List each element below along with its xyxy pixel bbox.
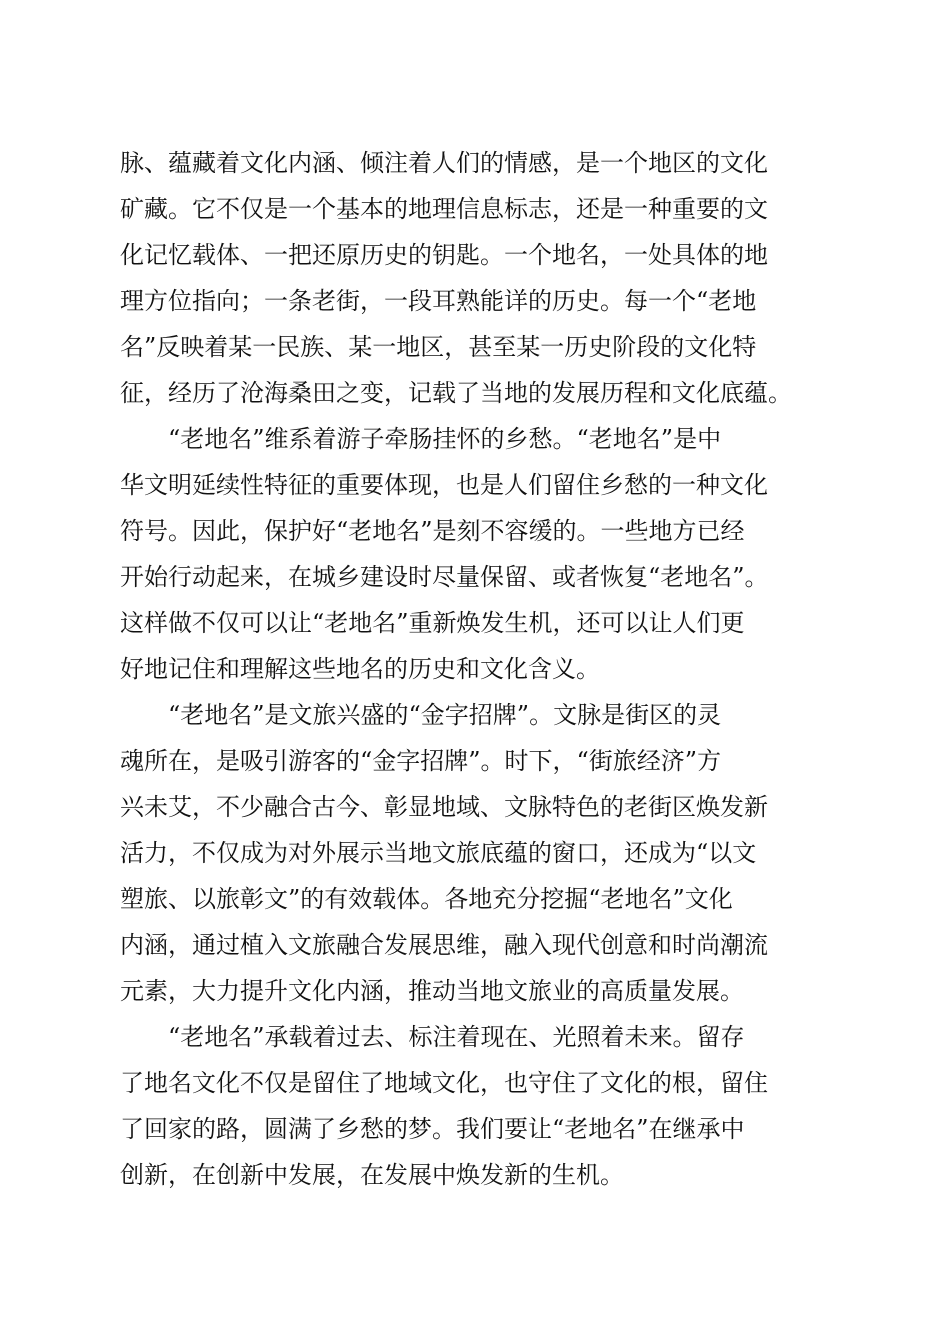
paragraph-4-line-4: 创新，在创新中发展，在发展中焕发新的生机。: [120, 1161, 624, 1189]
paragraph-1-line-1: 脉、蕴藏着文化内涵、倾注着人们的情感，是一个地区的文化: [120, 149, 768, 177]
paragraph-2-line-1: “老地名”维系着游子牵肠挂怀的乡愁。“老地名”是中: [168, 425, 722, 453]
paragraph-1-line-2: 矿藏。它不仅是一个基本的地理信息标志，还是一种重要的文: [120, 195, 768, 223]
paragraph-3-line-7: 元素，大力提升文化内涵，推动当地文旅业的高质量发展。: [120, 977, 744, 1005]
paragraph-2-line-2: 华文明延续性特征的重要体现，也是人们留住乡愁的一种文化: [120, 471, 768, 499]
paragraph-1-line-6: 征，经历了沧海桑田之变，记载了当地的发展历程和文化底蕴。: [120, 379, 792, 407]
paragraph-1-line-4: 理方位指向；一条老街，一段耳熟能详的历史。每一个“老地: [120, 287, 757, 315]
paragraph-2-line-5: 这样做不仅可以让“老地名”重新焕发生机，还可以让人们更: [120, 609, 745, 637]
paragraph-2-line-4: 开始行动起来，在城乡建设时尽量保留、或者恢复“老地名”。: [120, 563, 769, 591]
paragraph-4-line-3: 了回家的路，圆满了乡愁的梦。我们要让“老地名”在继承中: [120, 1115, 745, 1143]
paragraph-3-line-5: 塑旅、以旅彰文”的有效载体。各地充分挖掘“老地名”文化: [120, 885, 733, 913]
paragraph-2-line-6: 好地记住和理解这些地名的历史和文化含义。: [120, 655, 600, 683]
paragraph-3-line-3: 兴未艾，不少融合古今、彰显地域、文脉特色的老街区焕发新: [120, 793, 768, 821]
paragraph-3-line-1: “老地名”是文旅兴盛的“金字招牌”。文脉是街区的灵: [168, 701, 722, 729]
paragraph-4-line-1: “老地名”承载着过去、标注着现在、光照着未来。留存: [168, 1023, 745, 1051]
paragraph-3-line-4: 活力，不仅成为对外展示当地文旅底蕴的窗口，还成为“以文: [120, 839, 757, 867]
paragraph-3-line-6: 内涵，通过植入文旅融合发展思维，融入现代创意和时尚潮流: [120, 931, 768, 959]
paragraph-1-line-3: 化记忆载体、一把还原历史的钥匙。一个地名，一处具体的地: [120, 241, 768, 269]
paragraph-3-line-2: 魂所在，是吸引游客的“金字招牌”。时下，“街旅经济”方: [120, 747, 722, 775]
paragraph-2-line-3: 符号。因此，保护好“老地名”是刻不容缓的。一些地方已经: [120, 517, 745, 545]
paragraph-1-line-5: 名”反映着某一民族、某一地区，甚至某一历史阶段的文化特: [120, 333, 757, 361]
paragraph-4-line-2: 了地名文化不仅是留住了地域文化，也守住了文化的根，留住: [120, 1069, 768, 1097]
